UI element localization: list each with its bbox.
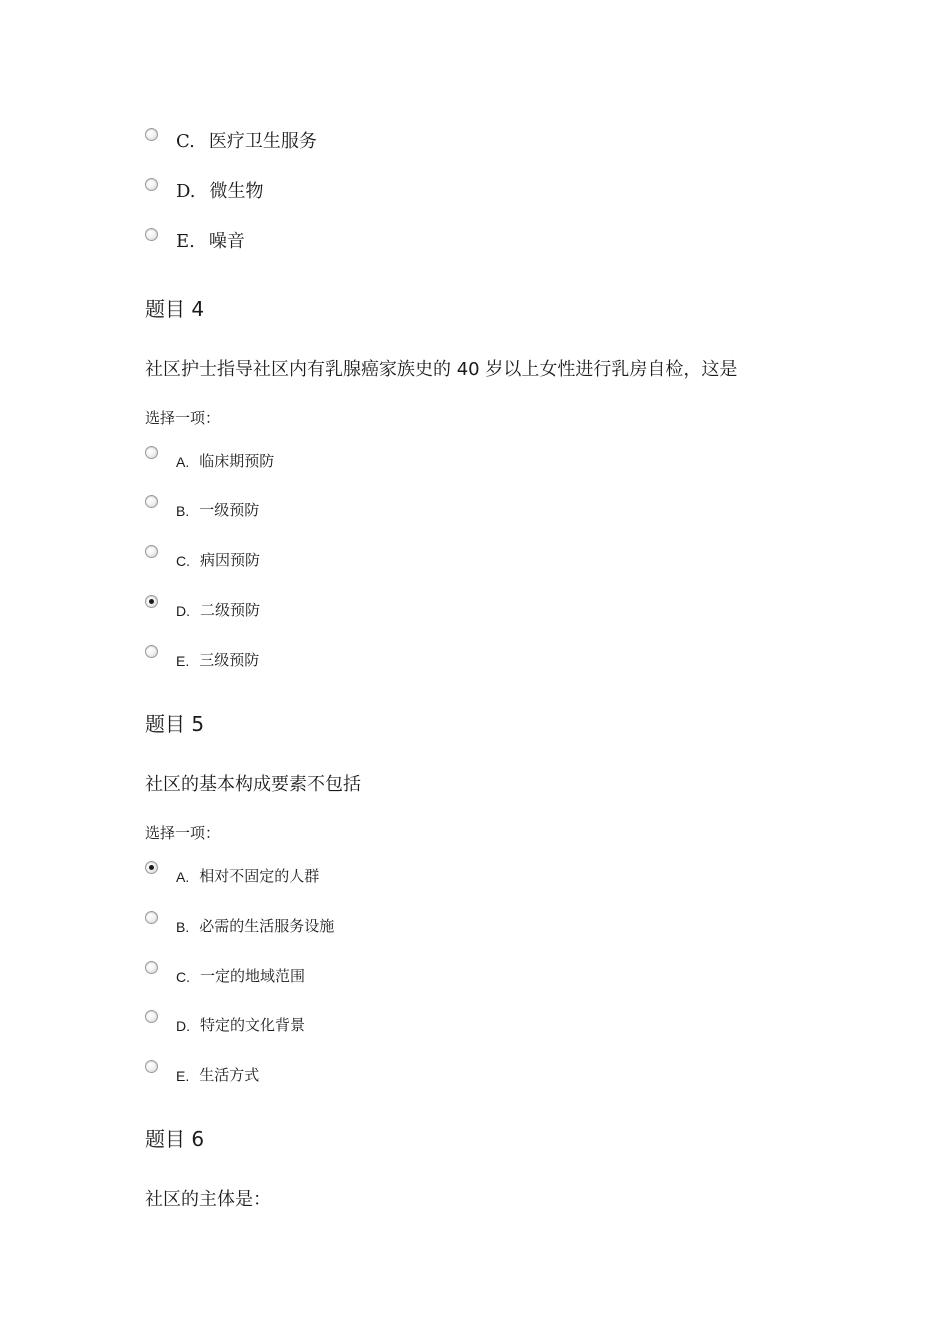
option-letter: E.	[176, 653, 190, 669]
prev-option-e[interactable]	[145, 228, 245, 258]
q5-option-a[interactable]	[145, 861, 319, 891]
option-letter: A.	[176, 869, 190, 885]
option-text: 二级预防	[200, 601, 261, 619]
radio-button[interactable]	[145, 446, 158, 459]
option-letter: E.	[176, 231, 195, 252]
question-5-stem: 社区的基本构成要素不包括	[145, 774, 361, 795]
option-letter: D.	[176, 603, 190, 619]
option-text: 一级预防	[199, 501, 260, 519]
question-6-title: 题目 6	[145, 1127, 205, 1151]
option-text: 一定的地域范围	[200, 967, 306, 985]
radio-button[interactable]	[145, 178, 158, 191]
option-letter: C.	[176, 553, 190, 569]
prev-option-d[interactable]	[145, 178, 264, 208]
radio-button[interactable]	[145, 911, 158, 924]
question-6-stem: 社区的主体是：	[145, 1189, 271, 1210]
radio-button-selected[interactable]	[145, 861, 158, 874]
option-letter: B.	[176, 503, 190, 519]
radio-button[interactable]	[145, 228, 158, 241]
option-text: 噪音	[208, 231, 245, 252]
option-text: 生活方式	[199, 1066, 260, 1084]
question-5-title: 题目 5	[145, 712, 205, 736]
option-text: 必需的生活服务设施	[199, 917, 335, 935]
q4-option-e[interactable]	[145, 645, 259, 675]
question-5-prompt: 选择一项：	[145, 824, 221, 842]
option-letter: E.	[176, 1068, 190, 1084]
radio-button[interactable]	[145, 545, 158, 558]
option-text: 三级预防	[199, 651, 260, 669]
option-letter: D.	[176, 1018, 190, 1034]
option-letter: C.	[176, 131, 195, 152]
question-4-title: 题目 4	[145, 297, 205, 321]
radio-button[interactable]	[145, 1060, 158, 1073]
option-text: 临床期预防	[199, 452, 275, 470]
q4-option-b[interactable]	[145, 495, 259, 525]
option-text: 医疗卫生服务	[208, 131, 317, 152]
radio-button[interactable]	[145, 645, 158, 658]
option-letter: D.	[176, 181, 196, 202]
option-text: 相对不固定的人群	[199, 867, 320, 885]
q4-option-c[interactable]	[145, 545, 260, 575]
option-text: 微生物	[209, 181, 264, 202]
question-4-stem: 社区护士指导社区内有乳腺癌家族史的 40 岁以上女性进行乳房自检，这是	[145, 359, 738, 380]
q5-option-d[interactable]	[145, 1010, 305, 1040]
q4-option-d[interactable]	[145, 595, 260, 625]
q5-option-b[interactable]	[145, 911, 334, 941]
q5-option-c[interactable]	[145, 961, 305, 991]
radio-button[interactable]	[145, 495, 158, 508]
radio-button-selected[interactable]	[145, 595, 158, 608]
option-text: 特定的文化背景	[200, 1016, 306, 1034]
radio-button[interactable]	[145, 1010, 158, 1023]
q4-option-a[interactable]	[145, 446, 274, 476]
option-letter: A.	[176, 454, 190, 470]
option-text: 病因预防	[200, 551, 261, 569]
option-letter: C.	[176, 969, 190, 985]
q5-option-e[interactable]	[145, 1060, 259, 1090]
prev-option-c[interactable]	[145, 128, 317, 158]
question-4-prompt: 选择一项：	[145, 409, 221, 427]
option-letter: B.	[176, 919, 190, 935]
radio-button[interactable]	[145, 961, 158, 974]
radio-button[interactable]	[145, 128, 158, 141]
